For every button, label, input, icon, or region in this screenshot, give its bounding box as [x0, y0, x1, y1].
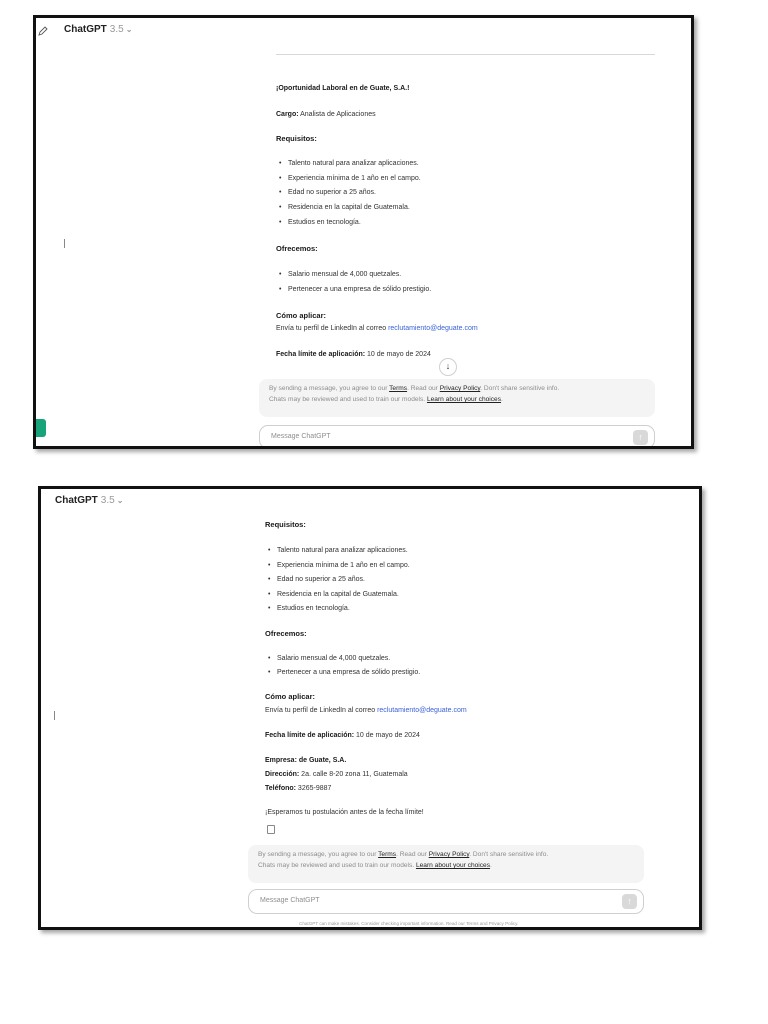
policy-notice: [248, 845, 644, 883]
notice-text: By sending a message, you agree to our: [258, 851, 379, 858]
fecha-value: 10 de mayo de 2024: [365, 351, 431, 358]
privacy-link[interactable]: Privacy Policy: [428, 851, 470, 858]
list-item: • Pertenecer a una empresa de sólido prestigio.: [277, 669, 420, 676]
arrow-down-icon: ↓: [445, 361, 451, 371]
telefono-line: [265, 785, 331, 792]
message-placeholder: Message ChatGPT: [271, 433, 331, 440]
list-item: • Salario mensual de 4,000 quetzales.: [277, 655, 390, 662]
notice-text: . Read our: [407, 385, 440, 392]
ofrecemos-heading: Ofrecemos:: [276, 244, 318, 253]
direccion-label: Dirección:: [265, 771, 300, 778]
message-divider: [276, 54, 655, 55]
notice-text: .: [490, 862, 492, 869]
direccion-value: 2a. calle 8-20 zona 11, Guatemala: [299, 771, 408, 778]
como-aplicar-text: [276, 325, 478, 332]
telefono-value: 3265-9887: [295, 785, 332, 792]
como-aplicar-heading: Cómo aplicar:: [276, 311, 327, 320]
send-button[interactable]: [633, 430, 648, 445]
requisitos-heading: Requisitos:: [265, 520, 306, 529]
policy-notice: [259, 379, 655, 417]
model-selector[interactable]: [55, 495, 123, 506]
fecha-line: [265, 732, 420, 739]
ofrecemos-heading: Ofrecemos:: [265, 629, 307, 638]
fecha-line: [276, 351, 431, 358]
list-item: • Pertenecer a una empresa de sólido prestigio.: [288, 286, 431, 293]
cargo-line: [276, 111, 376, 118]
chevron-down-icon: ⌄: [116, 496, 124, 505]
notice-text: By sending a message, you agree to our: [269, 385, 390, 392]
list-item: • Residencia en la capital de Guatemala.: [277, 591, 399, 598]
notice-text: Chats may be reviewed and used to train our models.: [269, 396, 427, 403]
como-aplicar-heading: Cómo aplicar:: [265, 692, 316, 701]
list-item: • Residencia en la capital de Guatemala.: [288, 204, 410, 211]
sidebar-toggle-tab[interactable]: [36, 419, 46, 437]
closing-line: ¡Esperamos tu postulación antes de la fecha límite!: [265, 809, 424, 816]
edit-icon[interactable]: [38, 26, 48, 36]
scroll-down-button[interactable]: [439, 358, 457, 376]
notice-line-2: [269, 394, 645, 405]
cargo-value: Analista de Aplicaciones: [298, 111, 376, 118]
notice-line-1: [258, 849, 634, 860]
email-link[interactable]: reclutamiento@deguate.com: [377, 707, 467, 714]
list-item: • Edad no superior a 25 años.: [277, 576, 365, 583]
empresa-value: de Guate, S.A.: [296, 757, 347, 764]
email-link[interactable]: reclutamiento@deguate.com: [388, 325, 478, 332]
terms-link[interactable]: Terms: [389, 385, 408, 392]
notice-text: . Don't share sensitive info.: [480, 385, 560, 392]
send-arrow-icon: ↑: [638, 432, 643, 442]
fecha-label: Fecha límite de aplicación:: [276, 351, 366, 358]
como-aplicar-body: Envía tu perfil de LinkedIn al correo: [276, 325, 389, 332]
disclaimer-footer: ChatGPT can make mistakes. Consider checking important information. Read our Terms and Privacy Policy.: [299, 921, 519, 926]
list-item: • Talento natural para analizar aplicaciones.: [277, 547, 408, 554]
notice-text: . Don't share sensitive info.: [469, 851, 549, 858]
notice-line-2: [258, 860, 634, 871]
fecha-value: 10 de mayo de 2024: [354, 732, 420, 739]
screenshot-bottom: [38, 486, 702, 930]
privacy-link[interactable]: Privacy Policy: [439, 385, 481, 392]
notice-text: Chats may be reviewed and used to train our models.: [258, 862, 416, 869]
list-item: • Experiencia mínima de 1 año en el campo.: [288, 175, 421, 182]
model-selector[interactable]: [64, 24, 132, 35]
empresa-label: Empresa:: [265, 757, 297, 764]
message-input[interactable]: [248, 889, 644, 914]
cargo-label: Cargo:: [276, 111, 299, 118]
direccion-line: [265, 771, 408, 778]
notice-text: .: [501, 396, 503, 403]
send-arrow-icon: ↑: [627, 896, 632, 906]
list-item: • Edad no superior a 25 años.: [288, 189, 376, 196]
app-title: ChatGPT: [64, 24, 107, 35]
requisitos-heading: Requisitos:: [276, 134, 317, 143]
app-title: ChatGPT: [55, 495, 98, 506]
chevron-down-icon: ⌄: [125, 25, 133, 34]
screenshot-top: [33, 15, 694, 449]
list-item: • Experiencia mínima de 1 año en el campo.: [277, 562, 410, 569]
notice-line-1: [269, 383, 645, 394]
empresa-line: [265, 757, 346, 764]
message-placeholder: Message ChatGPT: [260, 897, 320, 904]
learn-choices-link[interactable]: Learn about your choices: [415, 862, 491, 869]
como-aplicar-body: Envía tu perfil de LinkedIn al correo: [265, 707, 378, 714]
learn-choices-link[interactable]: Learn about your choices: [426, 396, 502, 403]
telefono-label: Teléfono:: [265, 785, 296, 792]
text-cursor: [64, 239, 65, 248]
text-cursor: [54, 711, 55, 720]
list-item: • Talento natural para analizar aplicaciones.: [288, 160, 419, 167]
model-version: 3.5: [109, 24, 124, 35]
list-item: • Estudios en tecnología.: [277, 605, 350, 612]
fecha-label: Fecha límite de aplicación:: [265, 732, 355, 739]
message-title: ¡Oportunidad Laboral en de Guate, S.A.!: [276, 85, 410, 92]
list-item: • Salario mensual de 4,000 quetzales.: [288, 271, 401, 278]
list-item: • Estudios en tecnología.: [288, 219, 361, 226]
terms-link[interactable]: Terms: [378, 851, 397, 858]
como-aplicar-text: [265, 707, 467, 714]
notice-text: . Read our: [396, 851, 429, 858]
copy-icon[interactable]: [267, 825, 275, 834]
send-button[interactable]: [622, 894, 637, 909]
message-input[interactable]: [259, 425, 655, 449]
model-version: 3.5: [100, 495, 115, 506]
